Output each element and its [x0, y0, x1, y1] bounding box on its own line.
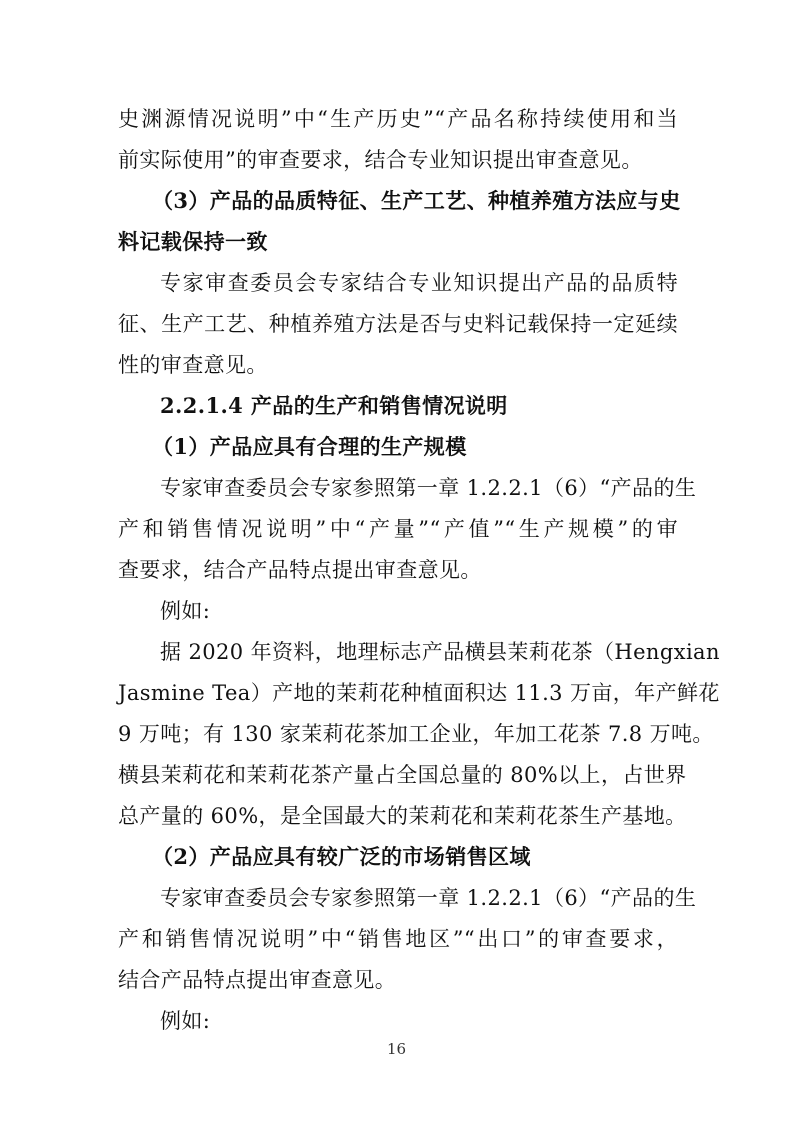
paragraph-line: Jasmine Tea）产地的茉莉花种植面积达 11.3 万亩，年产鲜花	[118, 681, 720, 705]
example-label: 例如:	[160, 1009, 211, 1033]
page-number: 16	[386, 1040, 407, 1058]
section-heading: （1）产品应具有合理的生产规模	[152, 434, 467, 459]
section-heading: 料记载保持一致	[118, 229, 268, 254]
example-label: 例如:	[160, 599, 211, 623]
paragraph-line: 查要求，结合产品特点提出审查意见。	[118, 558, 482, 582]
paragraph-line: 专家审查委员会专家参照第一章 1.2.2.1（6）“产品的生	[160, 476, 697, 500]
subsection-heading: 2.2.1.4 产品的生产和销售情况说明	[160, 393, 508, 418]
paragraph-line: 前实际使用”的审查要求，结合专业知识提出审查意见。	[118, 148, 643, 172]
paragraph-line: 征、生产工艺、种植养殖方法是否与史料记载保持一定延续	[118, 312, 678, 336]
paragraph-line: 史渊源情况说明”中“生产历史”“产品名称持续使用和当	[118, 107, 678, 131]
paragraph-line: 9 万吨；有 130 家茉莉花茶加工企业，年加工花茶 7.8 万吨。	[118, 722, 714, 746]
paragraph-line: 结合产品特点提出审查意见。	[118, 968, 397, 992]
paragraph-line: 专家审查委员会专家参照第一章 1.2.2.1（6）“产品的生	[160, 886, 697, 910]
paragraph-line: 专家审查委员会专家结合专业知识提出产品的品质特	[160, 271, 678, 295]
paragraph-line: 性的审查意见。	[118, 353, 268, 377]
section-heading: （3）产品的品质特征、生产工艺、种植养殖方法应与史	[152, 188, 681, 213]
paragraph-line: 总产量的 60%，是全国最大的茉莉花和茉莉花茶生产基地。	[118, 804, 687, 828]
paragraph-line: 横县茉莉花和茉莉花茶产量占全国总量的 80%以上，占世界	[118, 763, 687, 787]
section-heading: （2）产品应具有较广泛的市场销售区域	[152, 844, 531, 869]
paragraph-line: 据 2020 年资料，地理标志产品横县茉莉花茶（Hengxian	[160, 640, 720, 664]
paragraph-line: 产和销售情况说明”中“销售地区”“出口”的审查要求，	[118, 927, 678, 951]
paragraph-line: 产和销售情况说明”中“产量”“产值”“生产规模”的审	[118, 517, 678, 541]
